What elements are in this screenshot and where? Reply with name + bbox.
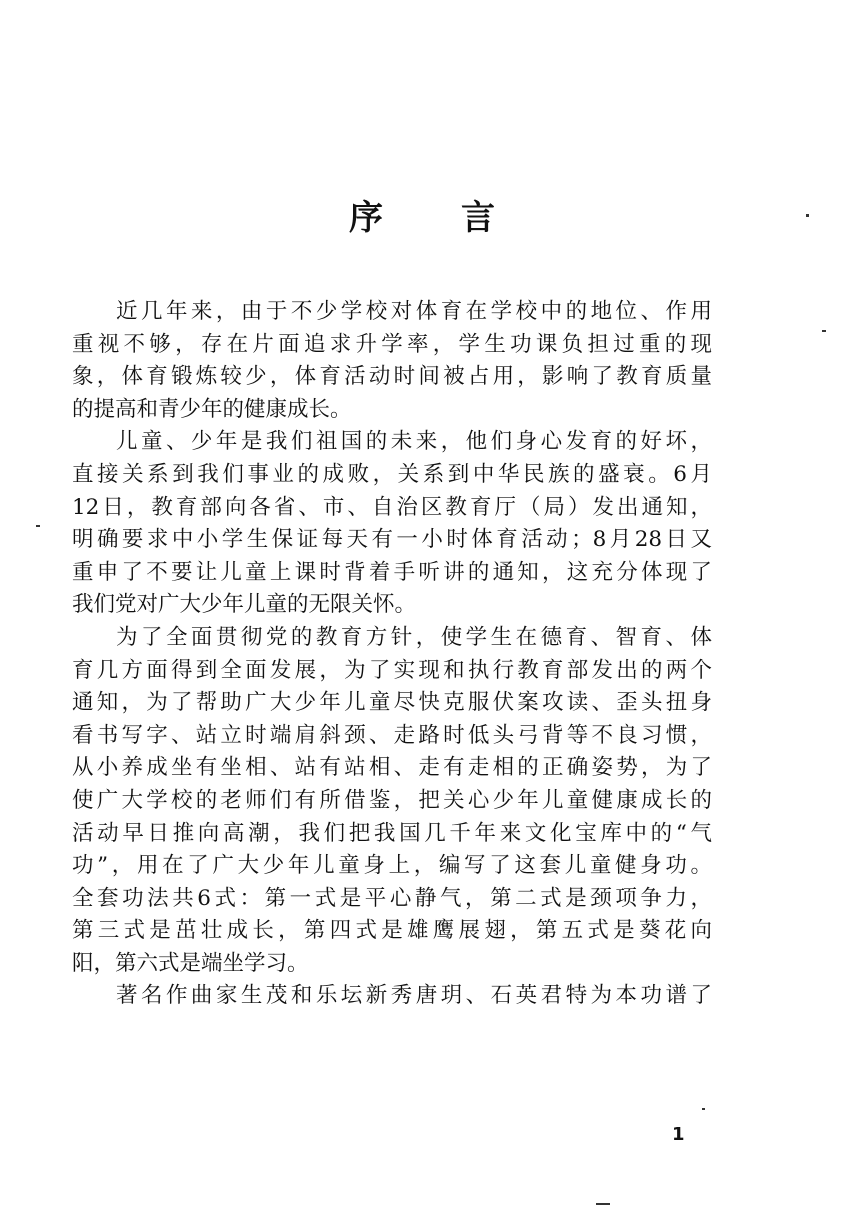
text-line: 从小养成坐有坐相、站有站相、走有走相的正确姿势，为了 — [72, 755, 712, 781]
text-line: 活动早日推向高潮，我们把我国几千年来文化宝库中的“气 — [72, 820, 712, 846]
scan-speck — [36, 525, 40, 527]
text-line: 重申了不要让儿童上课时背着手听讲的通知，这充分体现了 — [72, 559, 712, 585]
text-line: 全套功法共6式：第一式是平心静气，第二式是颈项争力， — [72, 885, 712, 911]
text-line: 功”，用在了广大少年儿童身上，编写了这套儿童健身功。 — [72, 853, 712, 879]
text-line: 通知，为了帮助广大少年儿童尽快克服伏案攻读、歪头扭身 — [72, 690, 712, 716]
text-line: 为了全面贯彻党的教育方针，使学生在德育、智育、体 — [116, 624, 712, 650]
paragraph-4 — [72, 980, 712, 1013]
scan-speck — [806, 214, 809, 217]
text-line: 象，体育锻炼较少，体育活动时间被占用，影响了教育质量 — [72, 364, 712, 390]
text-line: 直接关系到我们事业的成败，关系到中华民族的盛衰。6月 — [72, 461, 712, 487]
text-line: 看书写字、站立时端肩斜颈、走路时低头弓背等不良习惯， — [72, 722, 712, 748]
text-line: 我们党对广大少年儿童的无限关怀。 — [72, 592, 417, 618]
text-line: 儿童、少年是我们祖国的未来，他们身心发育的好坏， — [116, 429, 712, 455]
text-line: 阳，第六式是端坐学习。 — [72, 950, 309, 976]
page-title: 序言 — [349, 198, 573, 238]
text-line: 著名作曲家生茂和乐坛新秀唐玥、石英君特为本功谱了 — [116, 983, 712, 1009]
paragraph-2 — [72, 426, 712, 622]
paragraph-3 — [72, 622, 712, 981]
scan-speck — [596, 1203, 610, 1205]
paragraph-1 — [72, 296, 712, 426]
text-line: 的提高和青少年的健康成长。 — [72, 396, 352, 422]
body-text — [72, 296, 712, 1013]
scan-speck — [822, 330, 826, 332]
page-number: 1 — [672, 1124, 685, 1145]
text-line: 第三式是茁壮成长，第四式是雄鹰展翅，第五式是葵花向 — [72, 918, 712, 944]
text-line: 12日，教育部向各省、市、自治区教育厅（局）发出通知， — [72, 494, 712, 520]
text-line: 育几方面得到全面发展，为了实现和执行教育部发出的两个 — [72, 657, 712, 683]
scan-speck — [702, 1108, 705, 1110]
text-line: 重视不够，存在片面追求升学率，学生功课负担过重的现 — [72, 331, 712, 357]
text-line: 明确要求中小学生保证每天有一小时体育活动；8月28日又 — [72, 527, 712, 553]
text-line: 使广大学校的老师们有所借鉴，把关心少年儿童健康成长的 — [72, 787, 712, 813]
text-line: 近几年来，由于不少学校对体育在学校中的地位、作用 — [116, 299, 712, 324]
